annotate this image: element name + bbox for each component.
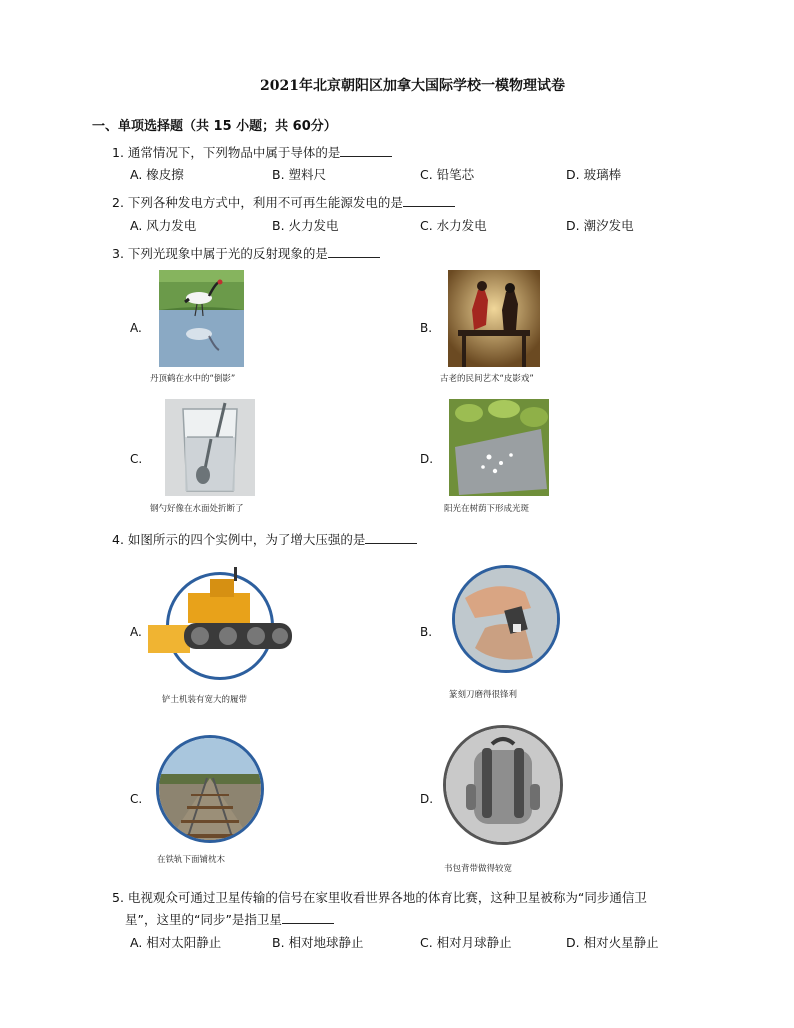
question-2 [112, 193, 455, 211]
q4-label-b: B. [420, 625, 433, 639]
question-5-line1: 5. 电视观众可通过卫星传输的信号在家里收看世界各地的体育比赛，这种卫星被称为“同步通信卫 [112, 890, 647, 905]
q5-option-d: D. 相对火星静止 [566, 935, 659, 950]
q3-caption-c: 钢勺好像在水面处折断了 [150, 504, 244, 514]
railway-photo [156, 735, 264, 843]
q5-option-b: B. 相对地球静止 [272, 935, 364, 950]
question-1-stem: 1. 通常情况下，下列物品中属于导体的是 [112, 145, 341, 160]
question-4-stem: 4. 如图所示的四个实例中，为了增大压强的是 [112, 532, 366, 547]
question-5-line2 [125, 910, 334, 928]
q3-caption-b: 古老的民间艺术“皮影戏” [440, 374, 534, 384]
page-title: 2021年北京朝阳区加拿大国际学校一模物理试卷 [260, 78, 565, 94]
q4-label-c: C. [130, 792, 143, 806]
q1-option-b: B. 塑料尺 [272, 167, 327, 182]
question-3-stem: 3. 下列光现象中属于光的反射现象的是 [112, 246, 328, 261]
answer-blank [328, 245, 380, 258]
q4-caption-a: 铲土机装有宽大的履带 [162, 695, 248, 705]
q1-option-c: C. 铅笔芯 [420, 167, 475, 182]
question-3 [112, 244, 380, 262]
section-heading: 一、单项选择题（共 15 小题；共 60分） [92, 119, 337, 134]
q2-option-c: C. 水力发电 [420, 218, 487, 233]
q4-caption-c: 在铁轨下面铺枕木 [157, 855, 226, 865]
backpack-photo [443, 725, 563, 845]
q3-label-d: D. [420, 452, 434, 466]
question-5-stem: 星”，这里的“同步”是指卫星 [125, 912, 282, 927]
question-4 [112, 530, 417, 548]
q1-option-a: A. 橡皮擦 [130, 167, 184, 182]
q4-label-d: D. [420, 792, 434, 806]
knife-photo [452, 565, 560, 673]
q4-caption-b: 篆刻刀磨得很锋利 [449, 690, 518, 700]
light-spots-photo [449, 399, 549, 496]
answer-blank [403, 194, 455, 207]
q2-option-a: A. 风力发电 [130, 218, 197, 233]
answer-blank [365, 531, 417, 544]
shadow-play-photo [448, 270, 540, 367]
spoon-in-glass-photo [165, 399, 255, 496]
q1-option-d: D. 玻璃棒 [566, 167, 622, 182]
question-1 [112, 143, 392, 161]
q3-label-c: C. [130, 452, 143, 466]
q3-label-a: A. [130, 321, 142, 335]
q3-label-b: B. [420, 321, 433, 335]
answer-blank [282, 911, 334, 924]
crane-reflection-photo [159, 270, 244, 367]
bulldozer-photo [148, 565, 293, 665]
q3-caption-a: 丹顶鹤在水中的“倒影” [150, 374, 236, 384]
answer-blank [340, 144, 392, 157]
q5-option-c: C. 相对月球静止 [420, 935, 512, 950]
q2-option-d: D. 潮汐发电 [566, 218, 634, 233]
q3-caption-d: 阳光在树荫下形成光斑 [444, 504, 530, 514]
question-2-stem: 2. 下列各种发电方式中，利用不可再生能源发电的是 [112, 195, 403, 210]
q4-label-a: A. [130, 625, 142, 639]
q4-caption-d: 书包背带做得较宽 [444, 864, 513, 874]
q2-option-b: B. 火力发电 [272, 218, 339, 233]
q5-option-a: A. 相对太阳静止 [130, 935, 222, 950]
